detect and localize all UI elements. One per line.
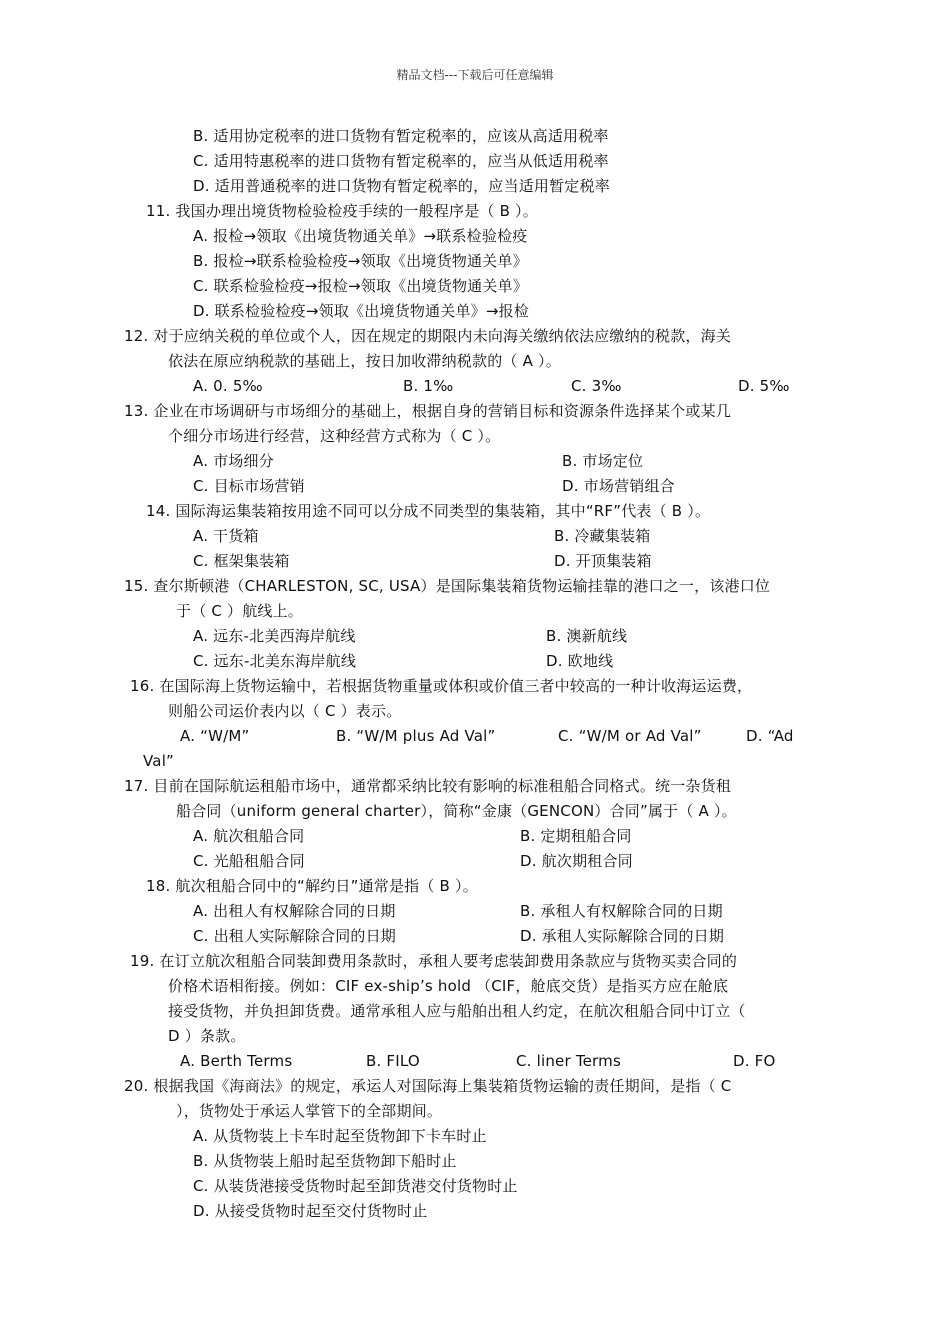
q18-option-d: D. 承租人实际解除合同的日期 — [520, 927, 725, 945]
q20-option-b: B. 从货物装上船时起至货物卸下船时止 — [193, 1152, 457, 1170]
q19-stem-line2: 价格术语相衔接。例如：CIF ex-ship’s hold （CIF，舱底交货）是指买方应在舱底 — [168, 977, 729, 995]
q16-option-d-continued: Val” — [143, 752, 175, 770]
q14-option-a: A. 干货箱 — [193, 527, 259, 545]
q18-option-b: B. 承租人有权解除合同的日期 — [520, 902, 723, 920]
q16-option-a: A. “W/M” — [180, 727, 250, 745]
q11-stem: 11. 我国办理出境货物检验检疫手续的一般程序是（ B ）。 — [146, 202, 538, 220]
q12-option-b: B. 1‰ — [403, 377, 454, 395]
q20-option-c: C. 从装货港接受货物时起至卸货港交付货物时止 — [193, 1177, 518, 1195]
q15-option-c: C. 远东-北美东海岸航线 — [193, 652, 357, 670]
q14-option-d: D. 开顶集装箱 — [554, 552, 652, 570]
q10-option-d: D. 适用普通税率的进口货物有暂定税率的，应当适用暂定税率 — [193, 177, 610, 195]
q18-stem: 18. 航次租船合同中的“解约日”通常是指（ B ）。 — [146, 877, 478, 895]
q17-stem-line2: 船合同（uniform general charter），简称“金康（GENCON）合同”属于（ A ）。 — [176, 802, 737, 820]
page-header: 精品文档---下载后可任意编辑 — [396, 68, 554, 82]
q11-option-d: D. 联系检验检疫→领取《出境货物通关单》→报检 — [193, 302, 530, 320]
q10-option-c: C. 适用特惠税率的进口货物有暂定税率的，应当从低适用税率 — [193, 152, 609, 170]
q19-stem-line4: D ）条款。 — [168, 1027, 246, 1045]
q12-option-a: A. 0. 5‰ — [193, 377, 263, 395]
q14-option-c: C. 框架集装箱 — [193, 552, 290, 570]
q13-option-c: C. 目标市场营销 — [193, 477, 305, 495]
q14-option-b: B. 冷藏集装箱 — [554, 527, 651, 545]
q16-stem-line2: 则船公司运价表内以（ C ）表示。 — [168, 702, 402, 720]
q16-option-d: D. “Ad — [746, 727, 794, 745]
q12-option-d: D. 5‰ — [738, 377, 790, 395]
q13-option-d: D. 市场营销组合 — [562, 477, 675, 495]
q17-option-d: D. 航次期租合同 — [520, 852, 633, 870]
q11-option-a: A. 报检→领取《出境货物通关单》→联系检验检疫 — [193, 227, 528, 245]
q20-stem-line1: 20. 根据我国《海商法》的规定，承运人对国际海上集装箱货物运输的责任期间，是指（ C — [124, 1077, 732, 1095]
q15-stem-line1: 15. 查尔斯顿港（CHARLESTON, SC, USA）是国际集装箱货物运输挂靠的港口之一，该港口位 — [124, 577, 771, 595]
q15-option-d: D. 欧地线 — [546, 652, 614, 670]
q10-option-b: B. 适用协定税率的进口货物有暂定税率的，应该从高适用税率 — [193, 127, 609, 145]
q20-option-a: A. 从货物装上卡车时起至货物卸下卡车时止 — [193, 1127, 487, 1145]
q17-option-c: C. 光船租船合同 — [193, 852, 305, 870]
q20-option-d: D. 从接受货物时起至交付货物时止 — [193, 1202, 428, 1220]
q13-option-a: A. 市场细分 — [193, 452, 274, 470]
q13-stem-line2: 个细分市场进行经营，这种经营方式称为（ C ）。 — [168, 427, 501, 445]
q18-option-a: A. 出租人有权解除合同的日期 — [193, 902, 396, 920]
q19-option-a: A. Berth Terms — [180, 1052, 293, 1070]
q17-option-a: A. 航次租船合同 — [193, 827, 305, 845]
q11-option-c: C. 联系检验检疫→报检→领取《出境货物通关单》 — [193, 277, 528, 295]
q15-option-a: A. 远东-北美西海岸航线 — [193, 627, 356, 645]
q20-stem-line2: ），货物处于承运人掌管下的全部期间。 — [176, 1102, 443, 1120]
q11-option-b: B. 报检→联系检验检疫→领取《出境货物通关单》 — [193, 252, 528, 270]
q14-stem: 14. 国际海运集装箱按用途不同可以分成不同类型的集装箱，其中“RF”代表（ B ）。 — [146, 502, 711, 520]
q12-stem-line2: 依法在原应纳税款的基础上，按日加收滞纳税款的（ A ）。 — [168, 352, 561, 370]
q17-option-b: B. 定期租船合同 — [520, 827, 632, 845]
q15-option-b: B. 澳新航线 — [546, 627, 628, 645]
q18-option-c: C. 出租人实际解除合同的日期 — [193, 927, 397, 945]
q12-option-c: C. 3‰ — [571, 377, 622, 395]
q19-option-b: B. FILO — [366, 1052, 420, 1070]
q19-option-c: C. liner Terms — [516, 1052, 621, 1070]
q16-option-b: B. “W/M plus Ad Val” — [336, 727, 496, 745]
q15-stem-line2: 于（ C ）航线上。 — [176, 602, 304, 620]
q13-stem-line1: 13. 企业在市场调研与市场细分的基础上，根据自身的营销目标和资源条件选择某个或某几 — [124, 402, 732, 420]
q19-stem-line1: 19. 在订立航次租船合同装卸费用条款时，承租人要考虑装卸费用条款应与货物买卖合同的 — [130, 952, 738, 970]
q19-option-d: D. FO — [733, 1052, 776, 1070]
q19-stem-line3: 接受货物，并负担卸货费。通常承租人应与船舶出租人约定，在航次租船合同中订立（ — [168, 1002, 746, 1020]
q16-option-c: C. “W/M or Ad Val” — [558, 727, 702, 745]
q17-stem-line1: 17. 目前在国际航运租船市场中，通常都采纳比较有影响的标准租船合同格式。统一杂货租 — [124, 777, 732, 795]
q16-stem-line1: 16. 在国际海上货物运输中，若根据货物重量或体积或价值三者中较高的一种计收海运运费， — [130, 677, 753, 695]
q12-stem-line1: 12. 对于应纳关税的单位或个人，因在规定的期限内未向海关缴纳依法应缴纳的税款，海关 — [124, 327, 732, 345]
q13-option-b: B. 市场定位 — [562, 452, 644, 470]
